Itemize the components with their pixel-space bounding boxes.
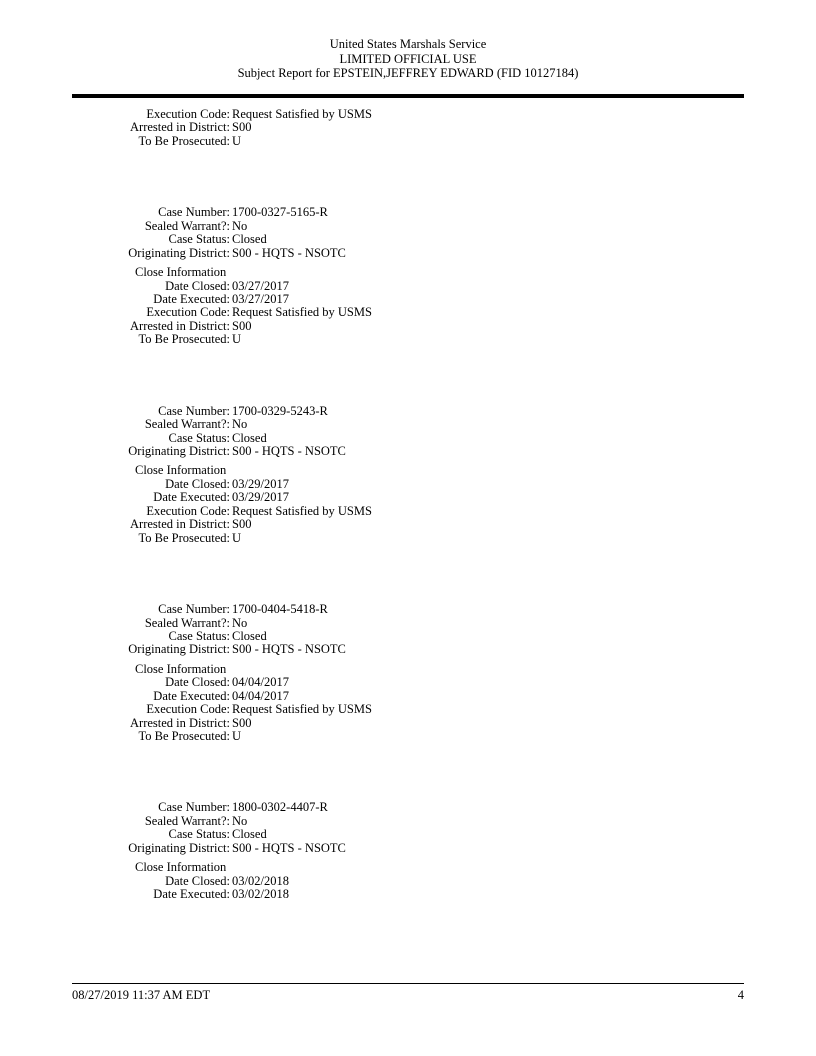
report-title: Subject Report for EPSTEIN,JEFFREY EDWARD (FID 10127184) <box>237 66 579 80</box>
block-spacer <box>0 743 816 801</box>
block-spacer <box>0 347 816 405</box>
field-row <box>0 717 816 730</box>
field-label: Date Closed: <box>165 873 230 888</box>
case-record <box>0 206 816 260</box>
field-label: To Be Prosecuted: <box>138 729 230 743</box>
field-row <box>0 108 816 121</box>
field-label: Date Closed: <box>165 675 230 690</box>
field-label: Date Executed: <box>153 291 230 306</box>
close-information-row <box>0 861 816 874</box>
field-value: U <box>232 332 242 347</box>
close-information-block <box>0 266 816 347</box>
close-information-heading: Close Information <box>135 860 227 875</box>
field-label: Originating District: <box>128 840 230 855</box>
field-label: Sealed Warrant?: <box>144 218 230 233</box>
report-header <box>0 37 816 81</box>
field-value: 03/02/2018 <box>232 887 289 902</box>
close-information-heading: Close Information <box>135 661 227 676</box>
field-label: Case Number: <box>158 602 230 617</box>
field-value: 03/27/2017 <box>232 278 289 293</box>
field-value: Request Satisfied by USMS <box>232 305 372 320</box>
field-label: Date Closed: <box>165 476 230 491</box>
footer-divider <box>72 983 744 984</box>
field-value: No <box>232 615 248 630</box>
field-value: U <box>232 729 242 743</box>
field-label: Arrested in District: <box>130 318 230 333</box>
field-value: No <box>232 218 248 233</box>
field-value: 1700-0327-5165-R <box>232 205 328 220</box>
close-information-block <box>0 663 816 744</box>
field-row <box>0 730 816 743</box>
field-row <box>0 333 816 346</box>
page-number: 4 <box>737 988 744 1002</box>
header-divider <box>72 94 744 98</box>
field-value: S00 - HQTS - NSOTC <box>232 840 346 855</box>
field-label: Arrested in District: <box>130 517 230 532</box>
field-label: Execution Code: <box>146 702 230 717</box>
field-label: Execution Code: <box>146 503 230 518</box>
close-information-block <box>0 861 816 901</box>
field-row <box>0 888 816 901</box>
field-label: Case Number: <box>158 403 230 418</box>
field-label: Sealed Warrant?: <box>144 813 230 828</box>
field-value: Closed <box>232 628 267 643</box>
field-row <box>0 603 816 616</box>
field-value: 03/27/2017 <box>232 291 289 306</box>
field-row <box>0 815 816 828</box>
field-row <box>0 676 816 689</box>
field-label: Originating District: <box>128 444 230 458</box>
block-spacer <box>0 148 816 206</box>
report-body <box>0 108 816 902</box>
field-label: Date Executed: <box>153 887 230 902</box>
field-row <box>0 135 816 148</box>
field-row <box>0 432 816 445</box>
field-label: Case Number: <box>158 800 230 815</box>
field-row <box>0 445 816 458</box>
field-label: Sealed Warrant?: <box>144 615 230 630</box>
field-row <box>0 121 816 134</box>
field-label: To Be Prosecuted: <box>138 530 230 545</box>
field-label: Date Executed: <box>153 490 230 505</box>
field-row <box>0 206 816 219</box>
field-row <box>0 405 816 418</box>
field-label: Date Closed: <box>165 278 230 293</box>
field-row <box>0 505 816 518</box>
classification-marking: LIMITED OFFICIAL USE <box>339 51 477 66</box>
field-label: Sealed Warrant?: <box>144 417 230 432</box>
field-label: Originating District: <box>128 642 230 657</box>
field-row <box>0 828 816 841</box>
field-row <box>0 842 816 855</box>
field-value: 03/02/2018 <box>232 873 289 888</box>
field-row <box>0 491 816 504</box>
field-row <box>0 617 816 630</box>
field-label: Case Number: <box>158 205 230 220</box>
field-label: To Be Prosecuted: <box>138 332 230 347</box>
field-value: Request Satisfied by USMS <box>232 702 372 717</box>
agency-name: United States Marshals Service <box>329 37 487 51</box>
close-information-block <box>0 108 816 148</box>
close-information-block <box>0 464 816 545</box>
field-row <box>0 418 816 431</box>
field-row <box>0 518 816 531</box>
field-value: 03/29/2017 <box>232 476 289 491</box>
close-information-row <box>0 464 816 477</box>
field-label: Case Status: <box>168 827 230 842</box>
field-row <box>0 220 816 233</box>
field-row <box>0 801 816 814</box>
field-label: Arrested in District: <box>130 120 230 135</box>
field-row <box>0 280 816 293</box>
field-row <box>0 233 816 246</box>
field-row <box>0 643 816 656</box>
field-value: Request Satisfied by USMS <box>232 107 372 121</box>
field-row <box>0 306 816 319</box>
case-record <box>0 405 816 459</box>
field-value: 03/29/2017 <box>232 490 289 505</box>
field-value: Request Satisfied by USMS <box>232 503 372 518</box>
close-information-row <box>0 266 816 279</box>
field-value: S00 <box>232 517 252 532</box>
field-label: Arrested in District: <box>130 715 230 730</box>
field-value: S00 <box>232 318 252 333</box>
field-value: Closed <box>232 232 267 247</box>
field-row <box>0 532 816 545</box>
field-row <box>0 293 816 306</box>
field-row <box>0 320 816 333</box>
field-value: No <box>232 813 248 828</box>
field-value: 04/04/2017 <box>232 688 289 703</box>
field-value: Closed <box>232 430 267 445</box>
field-label: Case Status: <box>168 430 230 445</box>
field-row <box>0 478 816 491</box>
field-label: Case Status: <box>168 232 230 247</box>
field-value: S00 - HQTS - NSOTC <box>232 444 346 458</box>
field-value: 04/04/2017 <box>232 675 289 690</box>
field-label: Execution Code: <box>146 107 230 121</box>
field-value: U <box>232 133 242 148</box>
field-value: U <box>232 530 242 545</box>
field-value: 1800-0302-4407-R <box>232 800 328 815</box>
footer-timestamp: 08/27/2019 11:37 AM EDT <box>72 988 211 1002</box>
close-information-row <box>0 663 816 676</box>
field-value: 1700-0329-5243-R <box>232 403 328 418</box>
field-value: No <box>232 417 248 432</box>
field-row <box>0 690 816 703</box>
field-label: Date Executed: <box>153 688 230 703</box>
field-value: S00 <box>232 715 252 730</box>
field-label: Execution Code: <box>146 305 230 320</box>
case-record <box>0 603 816 657</box>
field-row <box>0 703 816 716</box>
field-label: To Be Prosecuted: <box>138 133 230 148</box>
close-information-heading: Close Information <box>135 463 227 478</box>
case-record <box>0 801 816 855</box>
field-value: S00 - HQTS - NSOTC <box>232 245 346 260</box>
field-label: Originating District: <box>128 245 230 260</box>
field-row <box>0 247 816 260</box>
field-row <box>0 630 816 643</box>
field-value: 1700-0404-5418-R <box>232 602 328 617</box>
field-value: S00 - HQTS - NSOTC <box>232 642 346 657</box>
block-spacer <box>0 545 816 603</box>
field-label: Case Status: <box>168 628 230 643</box>
close-information-heading: Close Information <box>135 265 227 280</box>
field-row <box>0 875 816 888</box>
field-value: S00 <box>232 120 252 135</box>
field-value: Closed <box>232 827 267 842</box>
